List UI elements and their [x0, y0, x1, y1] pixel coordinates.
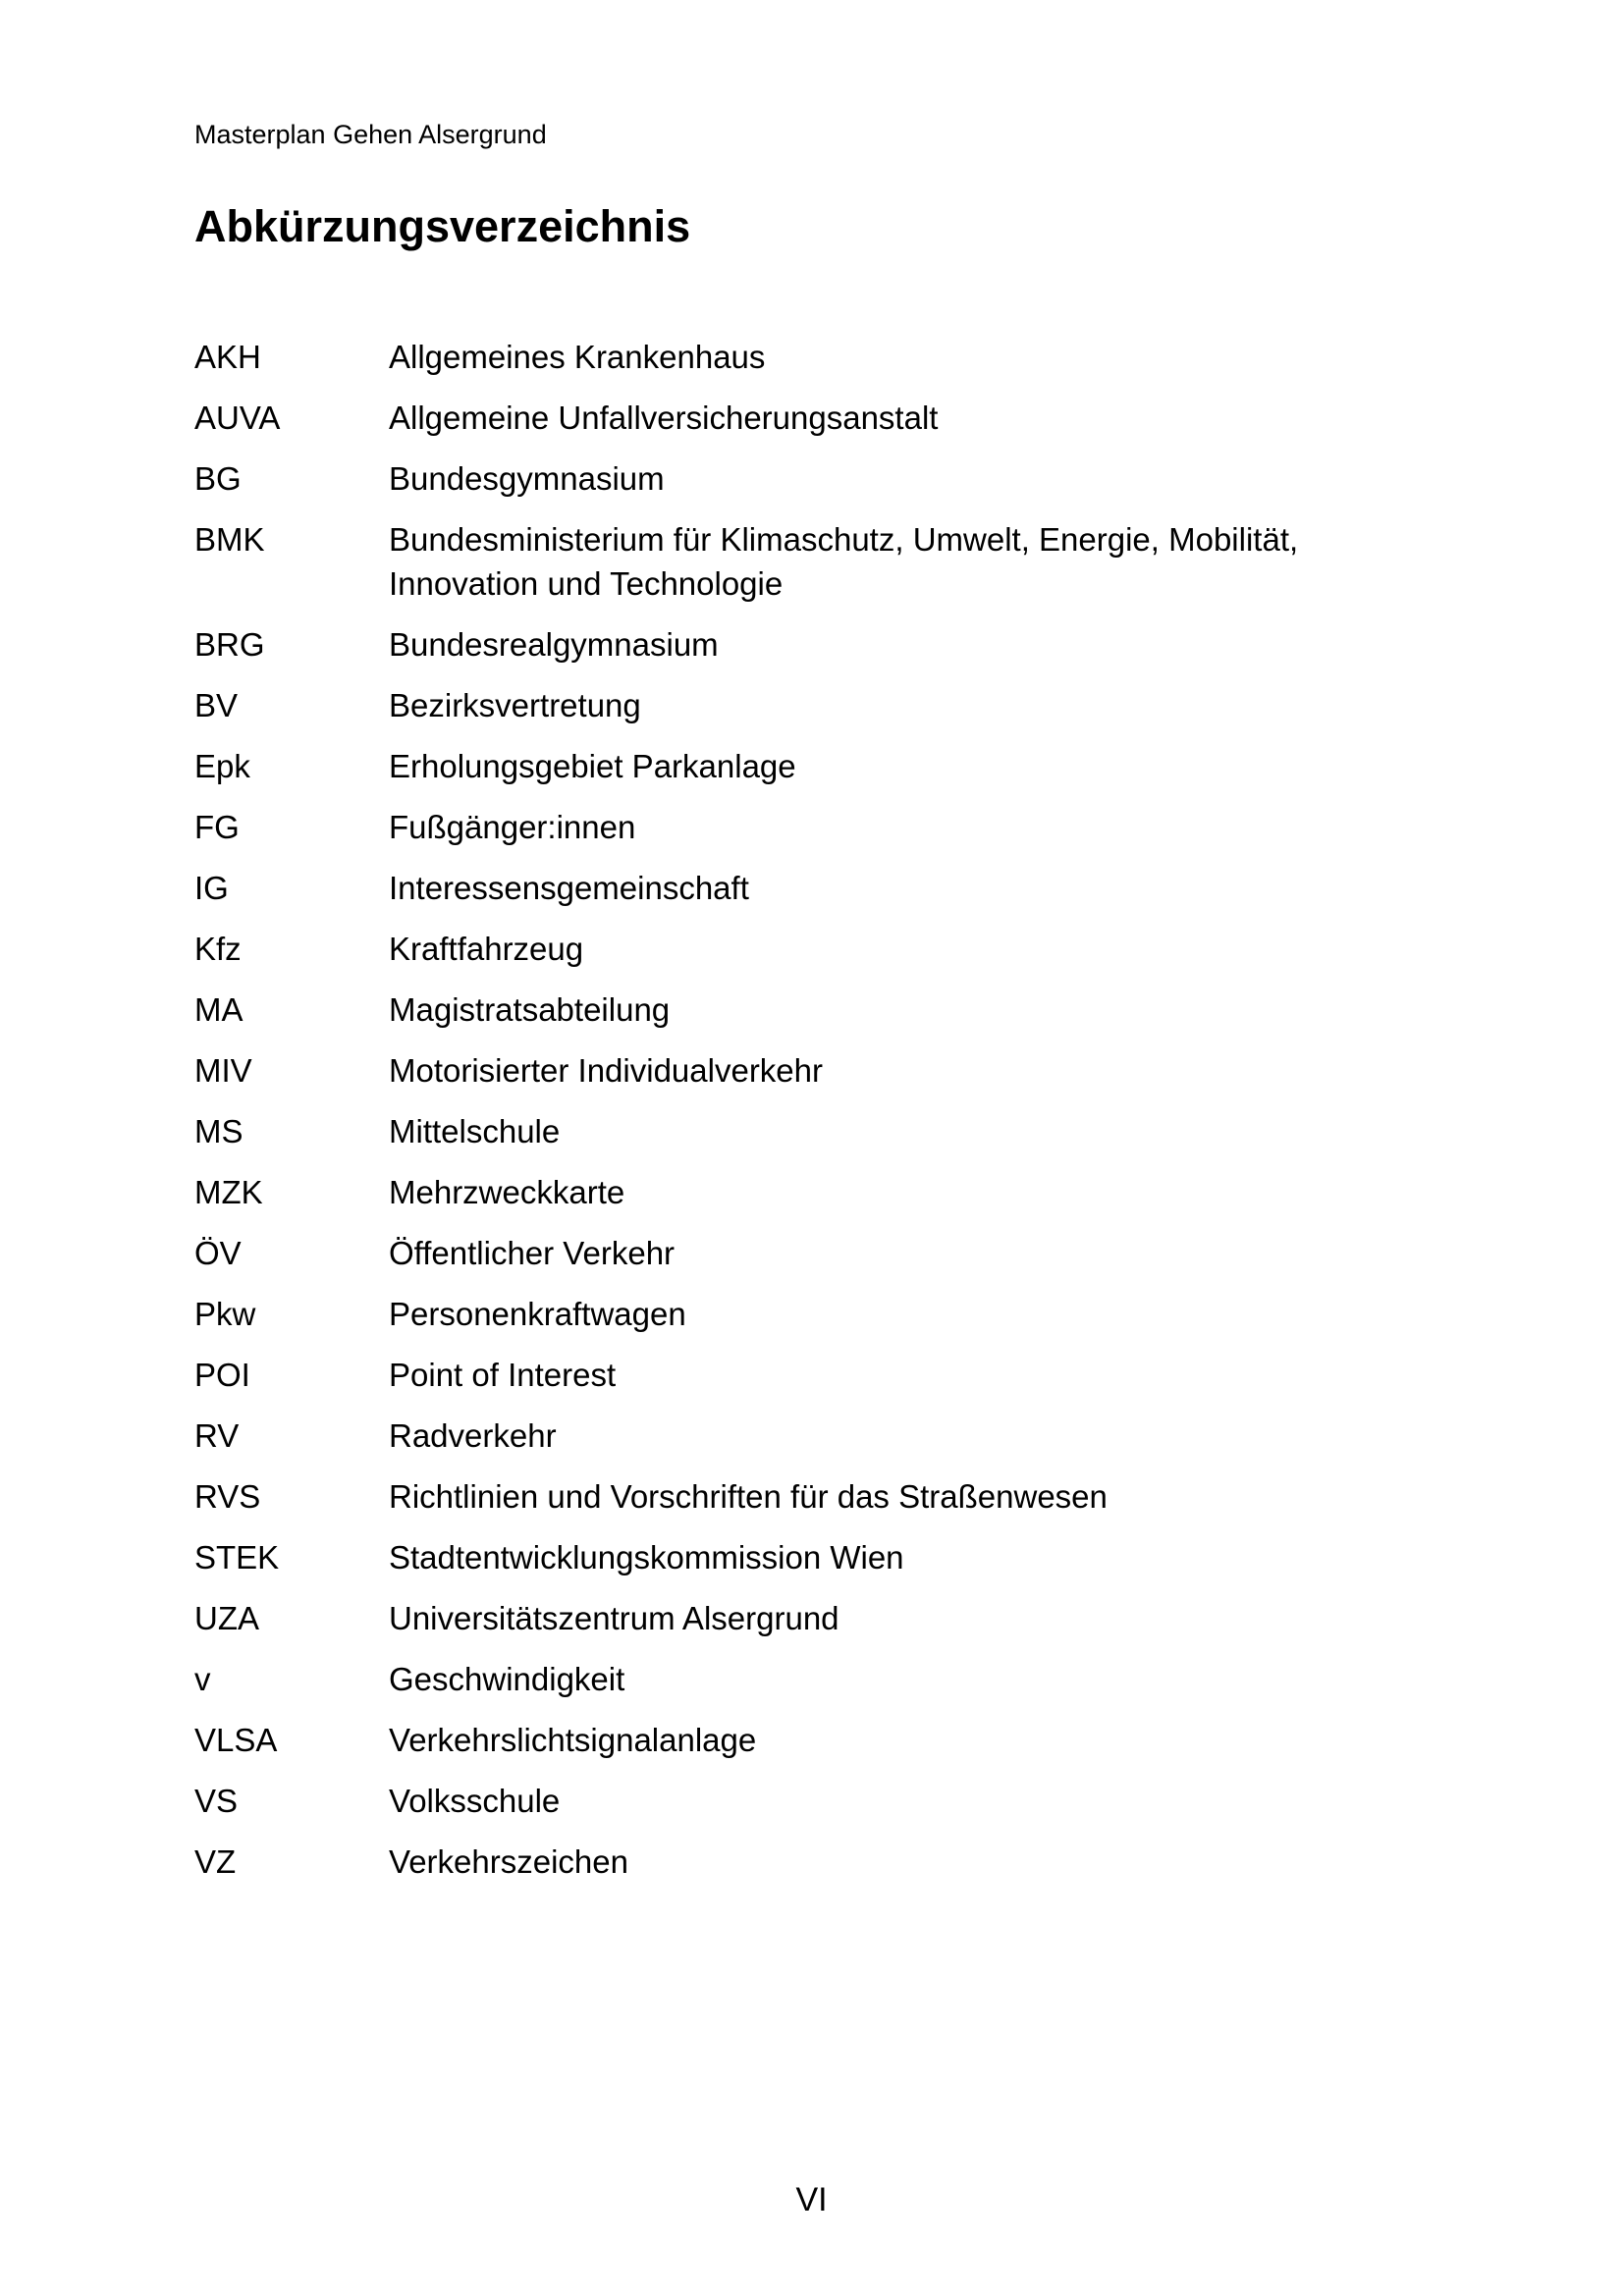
abbreviation-row	[194, 805, 1373, 849]
abbreviation-row	[194, 335, 1373, 379]
abbreviation-term: v	[194, 1661, 211, 1697]
abbreviation-row	[194, 927, 1373, 971]
abbreviation-row	[194, 456, 1373, 501]
abbreviation-definition: Allgemeines Krankenhaus	[389, 339, 766, 375]
abbreviation-term: VLSA	[194, 1722, 278, 1758]
abbreviation-row	[194, 1292, 1373, 1336]
abbreviation-row	[194, 396, 1373, 440]
abbreviation-definition: Verkehrszeichen	[389, 1843, 628, 1880]
abbreviation-term: MIV	[194, 1052, 252, 1089]
abbreviation-definition: Bundesgymnasium	[389, 460, 665, 497]
abbreviation-row	[194, 1231, 1373, 1275]
abbreviation-definition: Universitätszentrum Alsergrund	[389, 1600, 839, 1636]
abbreviation-row	[194, 744, 1373, 788]
abbreviation-definition: Mehrzweckkarte	[389, 1174, 625, 1210]
abbreviation-row	[194, 1596, 1373, 1640]
abbreviation-definition: Magistratsabteilung	[389, 991, 671, 1028]
abbreviation-row	[194, 1048, 1373, 1093]
abbreviation-row	[194, 1474, 1373, 1519]
abbreviation-definition: Erholungsgebiet Parkanlage	[389, 748, 796, 784]
abbreviation-term: Pkw	[194, 1296, 256, 1332]
abbreviation-definition: Stadtentwicklungskommission Wien	[389, 1539, 904, 1575]
abbreviation-definition: Bundesministerium für Klimaschutz, Umwelt, Energie, Mobilität, Innovation und Technologie	[389, 521, 1299, 602]
abbreviation-definition: Bezirksvertretung	[389, 687, 641, 723]
abbreviation-definition: Richtlinien und Vorschriften für das Straßenwesen	[389, 1478, 1108, 1515]
abbreviation-row	[194, 1109, 1373, 1153]
abbreviation-term: UZA	[194, 1600, 259, 1636]
abbreviation-term: AKH	[194, 339, 261, 375]
abbreviation-row	[194, 683, 1373, 727]
abbreviation-term: MA	[194, 991, 243, 1028]
abbreviation-definition: Fußgänger:innen	[389, 809, 636, 845]
abbreviation-row	[194, 1535, 1373, 1579]
abbreviation-definition: Motorisierter Individualverkehr	[389, 1052, 824, 1089]
abbreviation-definition: Bundesrealgymnasium	[389, 626, 719, 663]
abbreviation-term: POI	[194, 1357, 250, 1393]
abbreviation-term: BG	[194, 460, 242, 497]
abbreviation-term: VZ	[194, 1843, 237, 1880]
abbreviation-term: MS	[194, 1113, 243, 1149]
page-number: VI	[795, 2181, 828, 2218]
page-title: Abkürzungsverzeichnis	[194, 201, 691, 251]
abbreviation-row	[194, 1414, 1373, 1458]
abbreviation-row	[194, 866, 1373, 910]
abbreviation-term: IG	[194, 870, 229, 906]
abbreviation-definition: Verkehrslichtsignalanlage	[389, 1722, 757, 1758]
running-header: Masterplan Gehen Alsergrund	[194, 120, 547, 149]
abbreviation-row	[194, 622, 1373, 667]
abbreviation-row	[194, 517, 1373, 606]
abbreviation-definition: Point of Interest	[389, 1357, 617, 1393]
abbreviation-definition: Geschwindigkeit	[389, 1661, 625, 1697]
abbreviation-definition: Volksschule	[389, 1783, 561, 1819]
abbreviation-term: RV	[194, 1417, 240, 1454]
abbreviation-list	[194, 335, 1373, 1900]
abbreviation-row	[194, 1779, 1373, 1823]
abbreviation-row	[194, 1353, 1373, 1397]
abbreviation-definition: Mittelschule	[389, 1113, 561, 1149]
abbreviation-term: Epk	[194, 748, 250, 784]
abbreviation-term: RVS	[194, 1478, 261, 1515]
abbreviation-term: BMK	[194, 521, 265, 558]
abbreviation-term: Kfz	[194, 931, 242, 967]
abbreviation-term: VS	[194, 1783, 239, 1819]
abbreviation-term: STEK	[194, 1539, 280, 1575]
abbreviation-term: ÖV	[194, 1235, 242, 1271]
abbreviation-row	[194, 1657, 1373, 1701]
abbreviation-row	[194, 1718, 1373, 1762]
abbreviation-row	[194, 1840, 1373, 1884]
abbreviation-term: BRG	[194, 626, 265, 663]
abbreviation-row	[194, 988, 1373, 1032]
abbreviation-definition: Radverkehr	[389, 1417, 557, 1454]
abbreviation-definition: Öffentlicher Verkehr	[389, 1235, 676, 1271]
abbreviation-term: MZK	[194, 1174, 263, 1210]
abbreviation-definition: Kraftfahrzeug	[389, 931, 584, 967]
abbreviation-definition: Personenkraftwagen	[389, 1296, 686, 1332]
abbreviation-definition: Allgemeine Unfallversicherungsanstalt	[389, 400, 939, 436]
abbreviation-definition: Interessensgemeinschaft	[389, 870, 749, 906]
abbreviation-term: BV	[194, 687, 239, 723]
abbreviation-term: AUVA	[194, 400, 281, 436]
abbreviation-term: FG	[194, 809, 240, 845]
abbreviation-row	[194, 1170, 1373, 1214]
